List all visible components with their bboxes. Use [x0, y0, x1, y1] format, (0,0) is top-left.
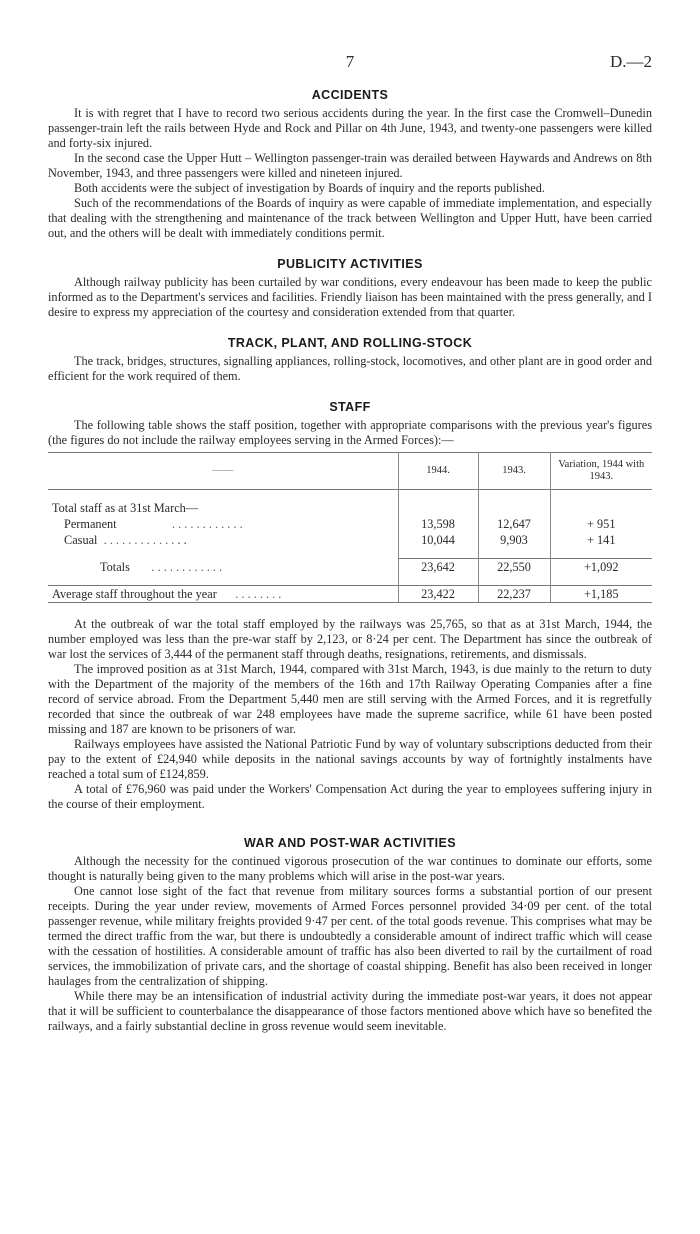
paragraph: In the second case the Upper Hutt – Wellington passenger-train was derailed between Haywards and Andrews on 8th November, 1943, and three passengers were killed and nineteen injured. — [48, 151, 652, 180]
leader-dots: . . . . . . . . — [235, 587, 282, 601]
cell-1943: 22,237 — [478, 586, 550, 603]
row-label: Permanent . . . . . . . . . . . . — [64, 517, 243, 531]
table-row — [48, 516, 652, 532]
paragraph: Both accidents were the subject of investigation by Boards of inquiry and the reports published. — [74, 181, 545, 195]
staff-heading: STAFF — [329, 400, 371, 414]
table-group-row — [48, 500, 652, 516]
document-reference: D.—2 — [609, 52, 652, 71]
cell-1943: 12,647 — [478, 516, 550, 532]
track-section — [48, 336, 652, 384]
page-header — [0, 52, 700, 76]
label-column-header: —— — [212, 465, 234, 476]
paragraph: Although the necessity for the continued vigorous prosecution of the war continues to dominate our efforts, some thought is naturally being given to the many problems which will arise in the post-war years. — [48, 854, 652, 883]
paragraph: Railways employees have assisted the National Patriotic Fund by way of voluntary subscriptions deducted from their pay to the extent of £24,940 while deposits in the national savings accounts by way of fortnightly instalments have reached a total sum of £124,859. — [48, 737, 652, 781]
cell-variation: + 141 — [550, 532, 652, 548]
cell-1944: 13,598 — [398, 516, 478, 532]
accidents-section — [48, 88, 652, 241]
page-content — [48, 88, 652, 1034]
column-header-1944: 1944. — [398, 453, 478, 490]
war-heading: WAR AND POST-WAR ACTIVITIES — [244, 836, 456, 850]
staff-table-wrap — [48, 452, 652, 603]
cell-1944: 23,642 — [398, 559, 478, 576]
staff-table — [48, 452, 652, 603]
paragraph: Such of the recommendations of the Boards of inquiry as were capable of immediate implementation, and especially that dealing with the strengthening and maintenance of the track between Wellington and Upper Hutt, have been carried out, and the others will be dealt with immediately conditions permit. — [48, 196, 652, 240]
track-heading: TRACK, PLANT, AND ROLLING-STOCK — [227, 336, 473, 350]
table-header-row — [48, 453, 652, 490]
row-label: Totals . . . . . . . . . . . . — [100, 559, 223, 574]
table-row — [48, 532, 652, 548]
cell-1943: 9,903 — [478, 532, 550, 548]
publicity-section — [48, 257, 652, 320]
page-number: 7 — [345, 52, 355, 71]
leader-dots: . . . . . . . . . . . . — [103, 533, 175, 547]
leader-dots: . . . . . . . . . . . . — [151, 559, 223, 574]
paragraph: Although railway publicity has been curtailed by war conditions, every endeavour has been made to keep the public informed as to the Department's services and facilities. Friendly liaison has been maintained with the press generally, and I desire to express my appreciation of the courtesy and consideration extended from that quarter. — [48, 275, 652, 319]
group-label: Total staff as at 31st March— — [52, 501, 199, 515]
cell-variation: + 951 — [550, 516, 652, 532]
totals-row — [48, 559, 652, 576]
paragraph: At the outbreak of war the total staff employed by the railways was 25,765, so that as at 31st March, 1944, the number employed was less than the pre-war staff by 2,123, or 8·24 per cent. The Department has since the outbreak of war lost the services of 3,444 of the permanent staff through deaths, resignations, retirements, and dismissals. — [48, 617, 652, 661]
staff-section — [48, 400, 652, 812]
paragraph: A total of £76,960 was paid under the Workers' Compensation Act during the year to employees suffering injury in the course of their employment. — [48, 782, 652, 811]
row-label: Casual . . . . . . . . . . . . . . — [64, 533, 187, 547]
staff-intro: The following table shows the staff position, together with appropriate comparisons with the previous year's figures (the figures do not include the railway employees serving in the Armed Forces):— — [48, 418, 652, 447]
column-header-variation: Variation, 1944 with 1943. — [550, 453, 652, 490]
cell-1944: 23,422 — [398, 586, 478, 603]
row-label: Average staff throughout the year . . . . . . . . — [48, 586, 398, 603]
paragraph: One cannot lose sight of the fact that revenue from military sources forms a substantial portion of our present receipts. During the year under review, movements of Armed Forces personnel provided 34·09 per cent. of the total passenger revenue, while military freights provided 9·47 per cent. of the total goods revenue. This comprises what may be termed the direct traffic from the war, but there is undoubtedly a considerable amount of indirect traffic which will cease with the cessation of hostilities. A considerable amount of traffic has also been diverted to rail by the curtailment of road services, the immobilization of private cars, and the shortage of coastal shipping. Benefit has also been received in longer haulages from the centralization of shipping. — [48, 884, 652, 988]
war-section — [48, 836, 652, 1034]
cell-1943: 22,550 — [478, 559, 550, 576]
cell-1944: 10,044 — [398, 532, 478, 548]
average-row — [48, 586, 652, 603]
paragraph: The improved position as at 31st March, 1944, compared with 31st March, 1943, is due mainly to the return to duty with the Department of the majority of the members of the 16th and 17th Railway Operating Companies after a fine record of service abroad. From the Department 5,440 men are still serving with the Armed Forces, and it is regretfully recorded that since the outbreak of war 248 employees have made the supreme sacrifice, while 61 have been posted missing and 187 are known to be prisoners of war. — [48, 662, 652, 736]
publicity-heading: PUBLICITY ACTIVITIES — [277, 257, 423, 271]
column-header-1943: 1943. — [478, 453, 550, 490]
paragraph: While there may be an intensification of industrial activity during the immediate post-war years, it does not appear that it will be sufficient to counterbalance the disappearance of those factors mentioned above which have so benefited the railways, and a fairly substantial decline in gross revenue would seem inevitable. — [48, 989, 652, 1033]
cell-variation: +1,092 — [550, 559, 652, 576]
leader-dots: . . . . . . . . . . . . — [171, 517, 243, 531]
paragraph: It is with regret that I have to record two serious accidents during the year. In the first case the Cromwell–Dunedin passenger-train left the rails between Hyde and Rock and Pillar on 4th June, 1943, and twenty-one passengers were killed and forty-six injured. — [48, 106, 652, 150]
cell-variation: +1,185 — [550, 586, 652, 603]
paragraph: The track, bridges, structures, signalling appliances, rolling-stock, locomotives, and other plant are in good order and efficient for the work required of them. — [48, 354, 652, 383]
accidents-heading: ACCIDENTS — [311, 88, 389, 102]
